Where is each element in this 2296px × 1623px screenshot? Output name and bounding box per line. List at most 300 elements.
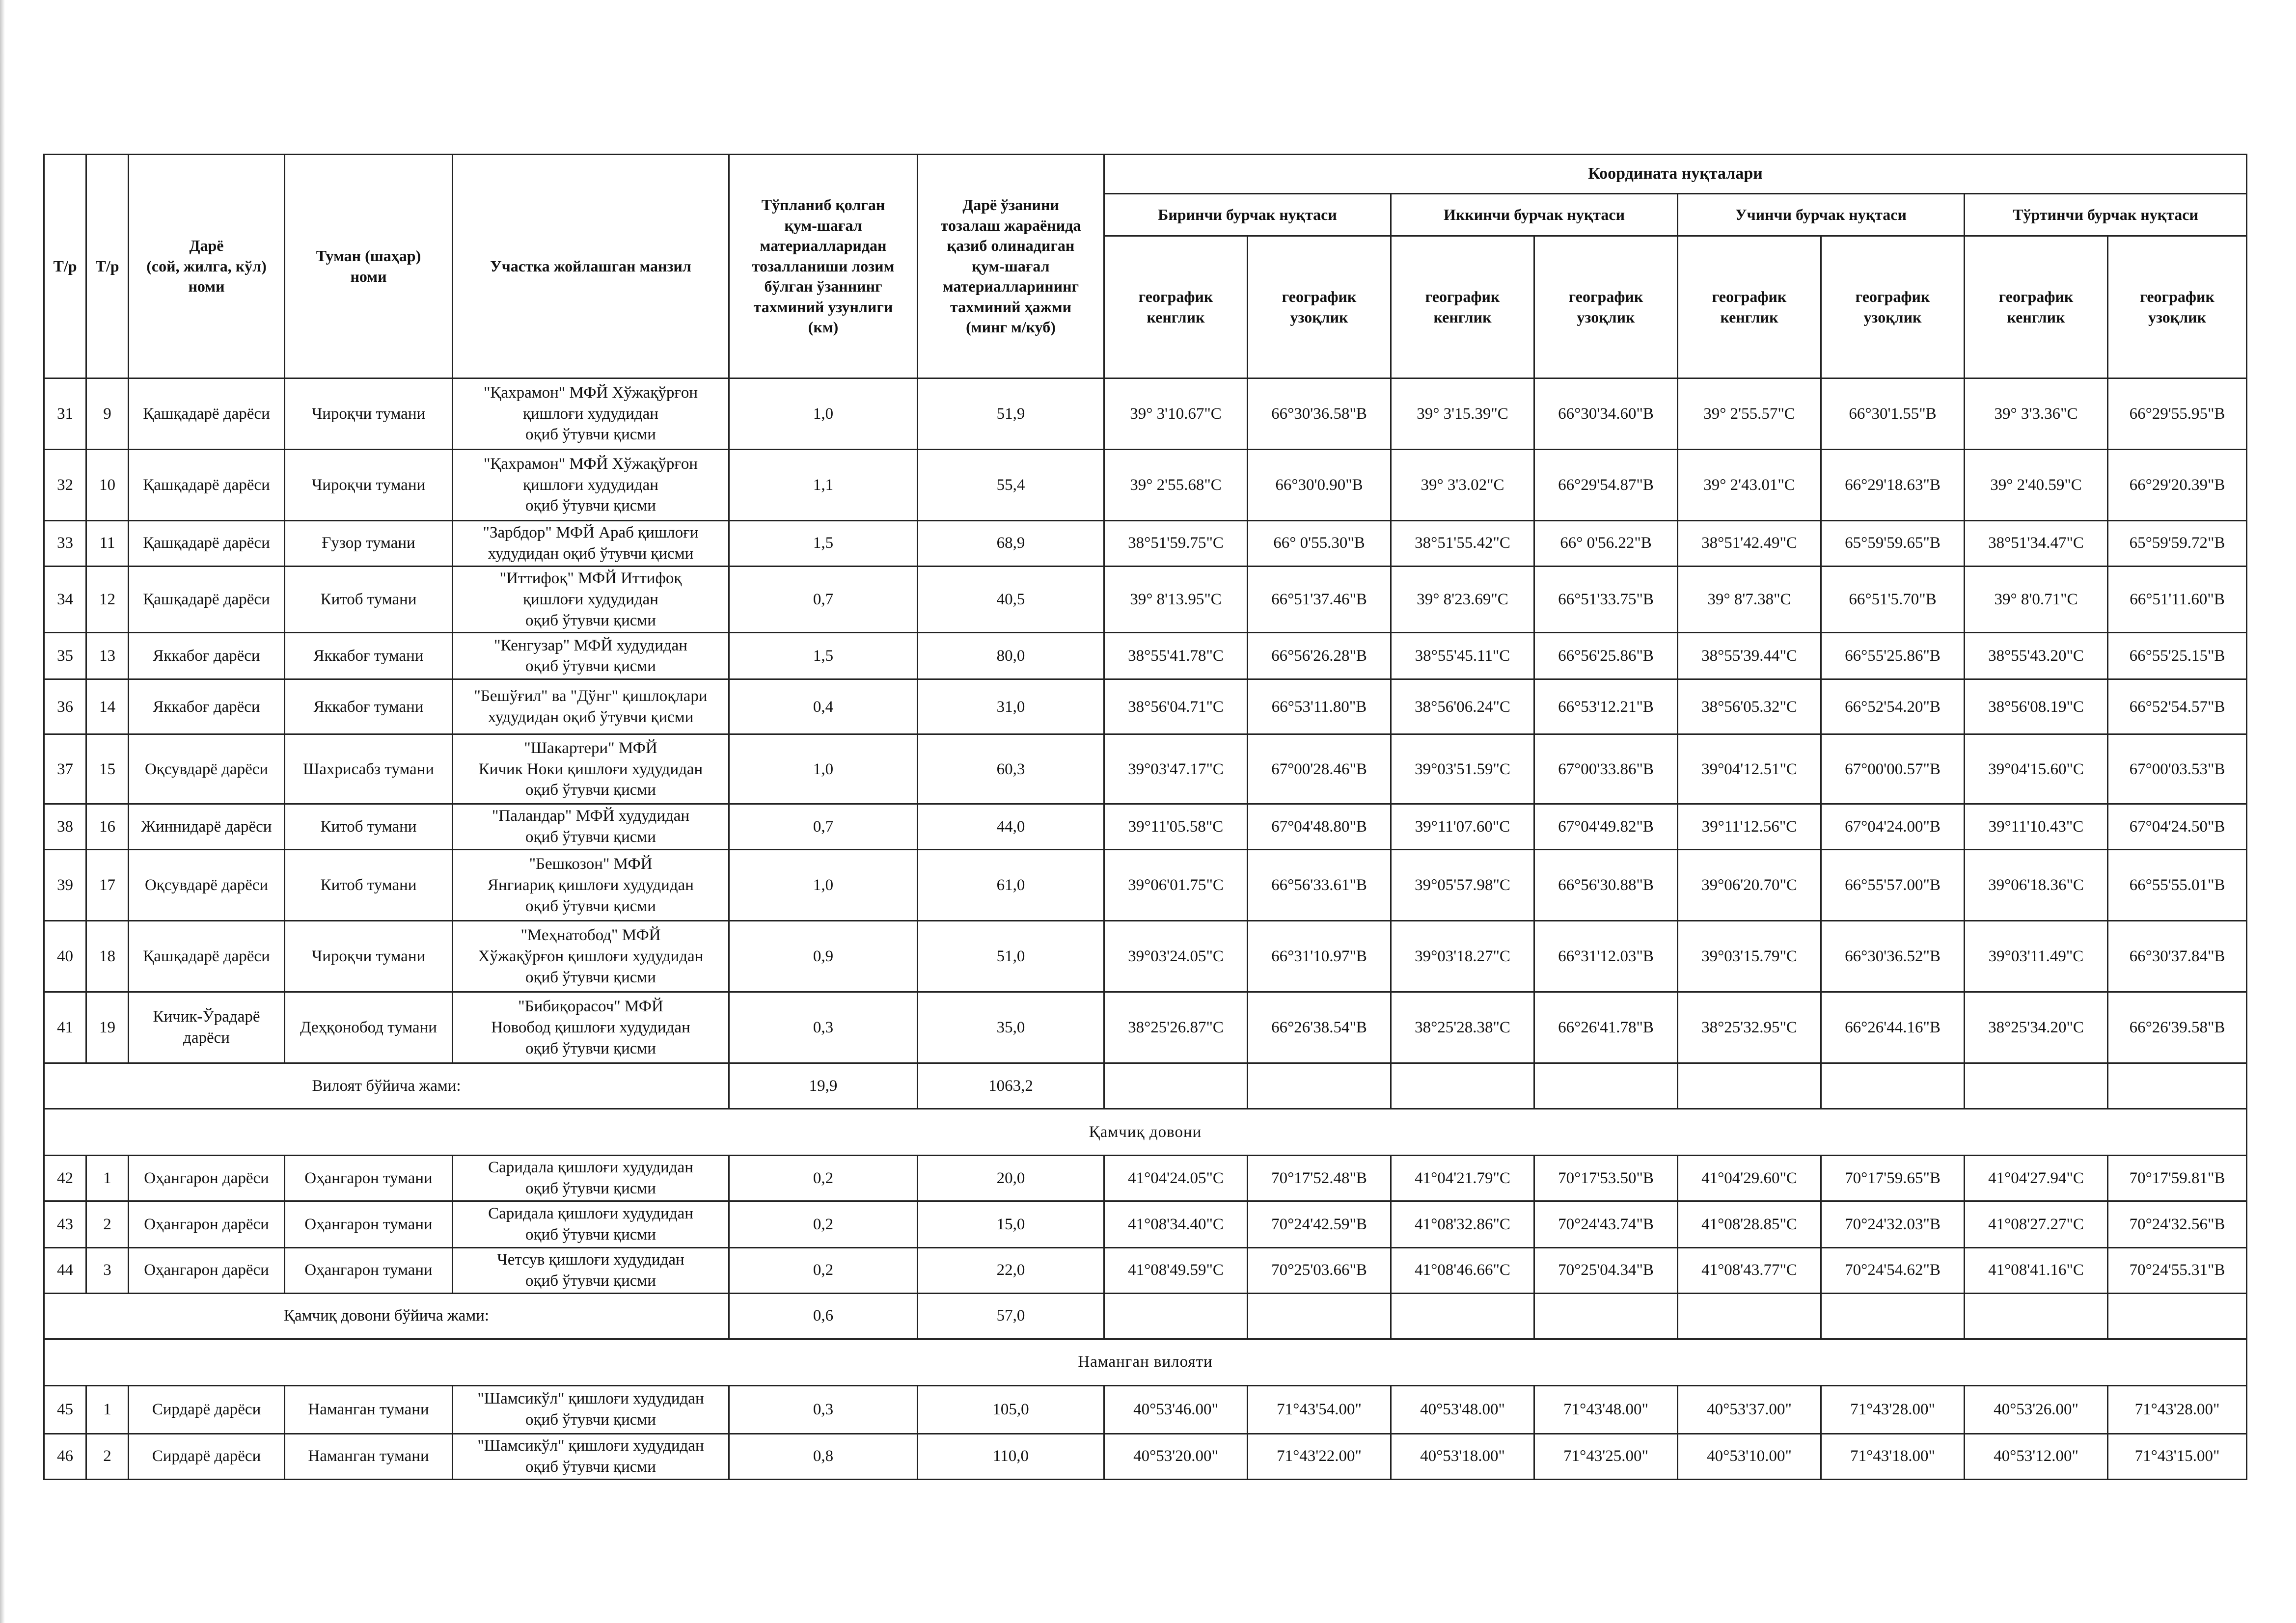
district-name: Китоб тумани xyxy=(285,566,453,633)
col-header-length: Тўпланиб қолган қум-шағал материалларидан тозалланиши лозим бўлган ўзаннинг тахминий узунлиги (км) xyxy=(729,155,918,379)
longitude-cell: 66°55'25.86"В xyxy=(1821,633,1965,679)
col-header-coordinates: Координата нуқталари xyxy=(1104,155,2247,194)
site-volume: 20,0 xyxy=(918,1156,1104,1201)
longitude-cell: 66°26'38.54"В xyxy=(1248,992,1391,1063)
subtotal-volume: 1063,2 xyxy=(918,1063,1104,1109)
latitude-cell: 39°03'51.59"С xyxy=(1391,734,1534,804)
row-index: 44 xyxy=(44,1248,86,1294)
col-header-address: Участка жойлашган манзил xyxy=(453,155,729,379)
river-name: Қашқадарё дарёси xyxy=(129,566,285,633)
latitude-cell: 41°08'49.59"С xyxy=(1104,1248,1248,1294)
district-name: Оҳангарон тумани xyxy=(285,1156,453,1201)
latitude-cell: 39°03'24.05"С xyxy=(1104,921,1248,992)
latitude-cell: 41°04'24.05"С xyxy=(1104,1156,1248,1201)
site-volume: 22,0 xyxy=(918,1248,1104,1294)
longitude-cell: 70°17'52.48"В xyxy=(1248,1156,1391,1201)
longitude-cell: 66°30'0.90"В xyxy=(1248,450,1391,521)
longitude-cell: 66°30'34.60"В xyxy=(1534,379,1678,450)
latitude-cell: 39°11'07.60"С xyxy=(1391,804,1534,850)
longitude-cell: 66°30'36.58"В xyxy=(1248,379,1391,450)
col-header-corner-1: Биринчи бурчак нуқтаси xyxy=(1104,194,1391,236)
longitude-cell: 66° 0'55.30"В xyxy=(1248,521,1391,567)
row-subindex: 12 xyxy=(86,566,129,633)
col-header-index: Т/р xyxy=(44,155,86,379)
latitude-cell: 39° 3'3.36"С xyxy=(1965,379,2108,450)
district-name: Китоб тумани xyxy=(285,804,453,850)
river-name: Оҳангарон дарёси xyxy=(129,1201,285,1248)
subtotal-length: 19,9 xyxy=(729,1063,918,1109)
table-row xyxy=(44,521,2247,567)
site-volume: 105,0 xyxy=(918,1385,1104,1434)
site-length: 1,1 xyxy=(729,450,918,521)
latitude-cell: 40°53'46.00" xyxy=(1104,1385,1248,1434)
site-address: Саридала қишлоғи худудидан оқиб ўтувчи қисми xyxy=(453,1156,729,1201)
empty-cell xyxy=(1821,1063,1965,1109)
longitude-cell: 66°56'25.86"В xyxy=(1534,633,1678,679)
empty-cell xyxy=(1104,1063,1248,1109)
latitude-cell: 38°51'55.42"С xyxy=(1391,521,1534,567)
row-index: 35 xyxy=(44,633,86,679)
site-volume: 55,4 xyxy=(918,450,1104,521)
latitude-cell: 38°55'41.78"С xyxy=(1104,633,1248,679)
site-address: Саридала қишлоғи худудидан оқиб ўтувчи қисми xyxy=(453,1201,729,1248)
table-row xyxy=(44,1385,2247,1434)
site-address: "Кенгузар" МФЙ худудидан оқиб ўтувчи қисми xyxy=(453,633,729,679)
table-body xyxy=(44,379,2247,1480)
latitude-cell: 39°04'12.51"С xyxy=(1678,734,1821,804)
latitude-cell: 39°11'12.56"С xyxy=(1678,804,1821,850)
site-volume: 15,0 xyxy=(918,1201,1104,1248)
col-header-longitude-1: географик узоқлик xyxy=(1248,236,1391,379)
district-name: Шахрисабз тумани xyxy=(285,734,453,804)
latitude-cell: 39° 3'10.67"С xyxy=(1104,379,1248,450)
site-volume: 31,0 xyxy=(918,679,1104,734)
section-title: Қамчиқ довони xyxy=(44,1109,2247,1156)
river-name: Яккабоғ дарёси xyxy=(129,633,285,679)
district-name: Ғузор тумани xyxy=(285,521,453,567)
empty-cell xyxy=(1534,1293,1678,1339)
site-length: 1,0 xyxy=(729,850,918,921)
longitude-cell: 65°59'59.72"В xyxy=(2108,521,2247,567)
empty-cell xyxy=(1391,1293,1534,1339)
latitude-cell: 41°08'34.40"С xyxy=(1104,1201,1248,1248)
table-row xyxy=(44,450,2247,521)
district-name: Наманган тумани xyxy=(285,1434,453,1479)
site-volume: 44,0 xyxy=(918,804,1104,850)
longitude-cell: 70°17'59.81"В xyxy=(2108,1156,2247,1201)
longitude-cell: 66°31'12.03"В xyxy=(1534,921,1678,992)
longitude-cell: 67°00'33.86"В xyxy=(1534,734,1678,804)
table-row xyxy=(44,1434,2247,1479)
subtotal-row xyxy=(44,1293,2247,1339)
latitude-cell: 40°53'48.00" xyxy=(1391,1385,1534,1434)
site-length: 0,7 xyxy=(729,804,918,850)
site-length: 1,5 xyxy=(729,521,918,567)
longitude-cell: 71°43'28.00" xyxy=(2108,1385,2247,1434)
latitude-cell: 39°03'47.17"С xyxy=(1104,734,1248,804)
table-row xyxy=(44,379,2247,450)
river-name: Оҳангарон дарёси xyxy=(129,1156,285,1201)
empty-cell xyxy=(1965,1063,2108,1109)
site-address: "Паландар" МФЙ худудидан оқиб ўтувчи қисми xyxy=(453,804,729,850)
longitude-cell: 66°51'33.75"В xyxy=(1534,566,1678,633)
table-row xyxy=(44,566,2247,633)
col-header-latitude-4: географик кенглик xyxy=(1965,236,2108,379)
empty-cell xyxy=(1248,1293,1391,1339)
latitude-cell: 38°51'42.49"С xyxy=(1678,521,1821,567)
col-header-latitude-1: географик кенглик xyxy=(1104,236,1248,379)
river-name: Қашқадарё дарёси xyxy=(129,379,285,450)
section-row xyxy=(44,1109,2247,1156)
latitude-cell: 41°08'46.66"С xyxy=(1391,1248,1534,1294)
col-header-corner-4: Тўртинчи бурчак нуқтаси xyxy=(1965,194,2247,236)
latitude-cell: 39°11'05.58"С xyxy=(1104,804,1248,850)
longitude-cell: 66°29'54.87"В xyxy=(1534,450,1678,521)
latitude-cell: 39° 3'3.02"С xyxy=(1391,450,1534,521)
longitude-cell: 67°04'24.50"В xyxy=(2108,804,2247,850)
longitude-cell: 70°25'04.34"В xyxy=(1534,1248,1678,1294)
site-length: 0,9 xyxy=(729,921,918,992)
empty-cell xyxy=(1104,1293,1248,1339)
site-length: 0,2 xyxy=(729,1248,918,1294)
site-volume: 51,0 xyxy=(918,921,1104,992)
row-subindex: 18 xyxy=(86,921,129,992)
river-name: Сирдарё дарёси xyxy=(129,1434,285,1479)
longitude-cell: 67°00'00.57"В xyxy=(1821,734,1965,804)
longitude-cell: 66°53'11.80"В xyxy=(1248,679,1391,734)
longitude-cell: 66°26'44.16"В xyxy=(1821,992,1965,1063)
latitude-cell: 40°53'10.00" xyxy=(1678,1434,1821,1479)
longitude-cell: 71°43'18.00" xyxy=(1821,1434,1965,1479)
latitude-cell: 40°53'12.00" xyxy=(1965,1434,2108,1479)
latitude-cell: 39° 2'40.59"С xyxy=(1965,450,2108,521)
longitude-cell: 67°04'49.82"В xyxy=(1534,804,1678,850)
col-header-longitude-4: географик узоқлик xyxy=(2108,236,2247,379)
river-name: Оқсувдарё дарёси xyxy=(129,734,285,804)
longitude-cell: 71°43'25.00" xyxy=(1534,1434,1678,1479)
longitude-cell: 66°31'10.97"В xyxy=(1248,921,1391,992)
latitude-cell: 39° 8'7.38"С xyxy=(1678,566,1821,633)
latitude-cell: 41°04'21.79"С xyxy=(1391,1156,1534,1201)
col-header-corner-2: Иккинчи бурчак нуқтаси xyxy=(1391,194,1678,236)
longitude-cell: 66°30'36.52"В xyxy=(1821,921,1965,992)
row-subindex: 11 xyxy=(86,521,129,567)
longitude-cell: 66° 0'56.22"В xyxy=(1534,521,1678,567)
site-length: 0,2 xyxy=(729,1201,918,1248)
district-name: Чироқчи тумани xyxy=(285,921,453,992)
river-name: Қашқадарё дарёси xyxy=(129,921,285,992)
latitude-cell: 39°06'18.36"С xyxy=(1965,850,2108,921)
row-index: 37 xyxy=(44,734,86,804)
longitude-cell: 70°24'32.56"В xyxy=(2108,1201,2247,1248)
row-index: 40 xyxy=(44,921,86,992)
row-subindex: 14 xyxy=(86,679,129,734)
river-name: Яккабоғ дарёси xyxy=(129,679,285,734)
site-volume: 51,9 xyxy=(918,379,1104,450)
latitude-cell: 39° 8'23.69"С xyxy=(1391,566,1534,633)
col-header-river: Дарё (сой, жилга, кўл) номи xyxy=(129,155,285,379)
longitude-cell: 70°24'55.31"В xyxy=(2108,1248,2247,1294)
col-header-longitude-3: географик узоқлик xyxy=(1821,236,1965,379)
longitude-cell: 67°00'28.46"В xyxy=(1248,734,1391,804)
river-name: Оқсувдарё дарёси xyxy=(129,850,285,921)
latitude-cell: 39° 2'55.57"С xyxy=(1678,379,1821,450)
row-subindex: 15 xyxy=(86,734,129,804)
site-address: "Қахрамон" МФЙ Хўжақўрғон қишлоғи худудидан оқиб ўтувчи қисми xyxy=(453,450,729,521)
latitude-cell: 38°56'06.24"С xyxy=(1391,679,1534,734)
empty-cell xyxy=(1678,1063,1821,1109)
row-subindex: 16 xyxy=(86,804,129,850)
table-row xyxy=(44,850,2247,921)
row-index: 36 xyxy=(44,679,86,734)
site-address: "Бибиқорасоч" МФЙ Новобод қишлоғи худудидан оқиб ўтувчи қисми xyxy=(453,992,729,1063)
latitude-cell: 38°25'32.95"С xyxy=(1678,992,1821,1063)
site-length: 0,7 xyxy=(729,566,918,633)
latitude-cell: 39°03'11.49"С xyxy=(1965,921,2108,992)
latitude-cell: 38°55'39.44"С xyxy=(1678,633,1821,679)
latitude-cell: 39° 2'55.68"С xyxy=(1104,450,1248,521)
row-subindex: 2 xyxy=(86,1434,129,1479)
table-row xyxy=(44,1156,2247,1201)
latitude-cell: 41°08'28.85"С xyxy=(1678,1201,1821,1248)
col-header-district: Туман (шаҳар) номи xyxy=(285,155,453,379)
site-address: "Шакартери" МФЙ Кичик Ноки қишлоғи худудидан оқиб ўтувчи қисми xyxy=(453,734,729,804)
latitude-cell: 39°11'10.43"С xyxy=(1965,804,2108,850)
site-length: 0,3 xyxy=(729,1385,918,1434)
subtotal-volume: 57,0 xyxy=(918,1293,1104,1339)
latitude-cell: 39°03'18.27"С xyxy=(1391,921,1534,992)
longitude-cell: 66°29'20.39"В xyxy=(2108,450,2247,521)
row-index: 45 xyxy=(44,1385,86,1434)
longitude-cell: 66°55'57.00"В xyxy=(1821,850,1965,921)
district-name: Деҳқонобод тумани xyxy=(285,992,453,1063)
site-volume: 61,0 xyxy=(918,850,1104,921)
longitude-cell: 66°55'25.15"В xyxy=(2108,633,2247,679)
row-subindex: 1 xyxy=(86,1385,129,1434)
row-subindex: 3 xyxy=(86,1248,129,1294)
longitude-cell: 67°04'48.80"В xyxy=(1248,804,1391,850)
latitude-cell: 38°25'28.38"С xyxy=(1391,992,1534,1063)
latitude-cell: 38°56'08.19"С xyxy=(1965,679,2108,734)
district-name: Китоб тумани xyxy=(285,850,453,921)
river-name: Қашқадарё дарёси xyxy=(129,521,285,567)
row-index: 41 xyxy=(44,992,86,1063)
empty-cell xyxy=(1391,1063,1534,1109)
site-length: 0,8 xyxy=(729,1434,918,1479)
subtotal-row xyxy=(44,1063,2247,1109)
empty-cell xyxy=(1248,1063,1391,1109)
latitude-cell: 39°03'15.79"С xyxy=(1678,921,1821,992)
longitude-cell: 66°56'30.88"В xyxy=(1534,850,1678,921)
site-length: 1,0 xyxy=(729,734,918,804)
row-index: 38 xyxy=(44,804,86,850)
longitude-cell: 71°43'15.00" xyxy=(2108,1434,2247,1479)
longitude-cell: 67°00'03.53"В xyxy=(2108,734,2247,804)
latitude-cell: 38°55'45.11"С xyxy=(1391,633,1534,679)
empty-cell xyxy=(1821,1293,1965,1339)
col-header-subindex: Т/р xyxy=(86,155,129,379)
site-volume: 60,3 xyxy=(918,734,1104,804)
site-volume: 80,0 xyxy=(918,633,1104,679)
row-index: 33 xyxy=(44,521,86,567)
row-index: 32 xyxy=(44,450,86,521)
latitude-cell: 40°53'20.00" xyxy=(1104,1434,1248,1479)
district-name: Чироқчи тумани xyxy=(285,450,453,521)
longitude-cell: 67°04'24.00"В xyxy=(1821,804,1965,850)
longitude-cell: 66°56'33.61"В xyxy=(1248,850,1391,921)
site-address: "Меҳнатобод" МФЙ Хўжақўрғон қишлоғи худудидан оқиб ўтувчи қисми xyxy=(453,921,729,992)
empty-cell xyxy=(1678,1293,1821,1339)
latitude-cell: 38°56'05.32"С xyxy=(1678,679,1821,734)
river-name: Қашқадарё дарёси xyxy=(129,450,285,521)
row-index: 39 xyxy=(44,850,86,921)
site-volume: 68,9 xyxy=(918,521,1104,567)
site-length: 1,5 xyxy=(729,633,918,679)
site-length: 0,3 xyxy=(729,992,918,1063)
col-header-volume: Дарё ўзанини тозалаш жараёнида қазиб олинадиган қум-шағал материалларининг тахминий ҳажми (минг м/куб) xyxy=(918,155,1104,379)
latitude-cell: 39°05'57.98"С xyxy=(1391,850,1534,921)
row-subindex: 10 xyxy=(86,450,129,521)
site-address: "Бешўғил" ва "Дўнг" қишлоқлари худудидан оқиб ўтувчи қисми xyxy=(453,679,729,734)
district-name: Оҳангарон тумани xyxy=(285,1201,453,1248)
longitude-cell: 71°43'28.00" xyxy=(1821,1385,1965,1434)
site-address: Четсув қишлоғи худудидан оқиб ўтувчи қисми xyxy=(453,1248,729,1294)
latitude-cell: 39°04'15.60"С xyxy=(1965,734,2108,804)
longitude-cell: 66°56'26.28"В xyxy=(1248,633,1391,679)
longitude-cell: 66°29'18.63"В xyxy=(1821,450,1965,521)
latitude-cell: 39° 2'43.01"С xyxy=(1678,450,1821,521)
latitude-cell: 41°08'27.27"С xyxy=(1965,1201,2108,1248)
latitude-cell: 38°25'26.87"С xyxy=(1104,992,1248,1063)
longitude-cell: 66°26'39.58"В xyxy=(2108,992,2247,1063)
col-header-latitude-2: географик кенглик xyxy=(1391,236,1534,379)
longitude-cell: 66°52'54.20"В xyxy=(1821,679,1965,734)
empty-cell xyxy=(1534,1063,1678,1109)
latitude-cell: 39°06'01.75"С xyxy=(1104,850,1248,921)
subtotal-length: 0,6 xyxy=(729,1293,918,1339)
latitude-cell: 41°08'43.77"С xyxy=(1678,1248,1821,1294)
longitude-cell: 70°17'53.50"В xyxy=(1534,1156,1678,1201)
row-index: 31 xyxy=(44,379,86,450)
row-index: 43 xyxy=(44,1201,86,1248)
row-index: 34 xyxy=(44,566,86,633)
river-name: Кичик-Ўрадарё дарёси xyxy=(129,992,285,1063)
col-header-corner-3: Учинчи бурчак нуқтаси xyxy=(1678,194,1965,236)
site-length: 0,2 xyxy=(729,1156,918,1201)
site-address: "Шамсикўл" қишлоғи худудидан оқиб ўтувчи қисми xyxy=(453,1385,729,1434)
latitude-cell: 38°51'59.75"С xyxy=(1104,521,1248,567)
district-name: Оҳангарон тумани xyxy=(285,1248,453,1294)
latitude-cell: 39°06'20.70"С xyxy=(1678,850,1821,921)
river-name: Сирдарё дарёси xyxy=(129,1385,285,1434)
section-title: Наманган вилояти xyxy=(44,1339,2247,1385)
longitude-cell: 66°53'12.21"В xyxy=(1534,679,1678,734)
longitude-cell: 66°29'55.95"В xyxy=(2108,379,2247,450)
table-row xyxy=(44,1248,2247,1294)
latitude-cell: 41°08'32.86"С xyxy=(1391,1201,1534,1248)
longitude-cell: 70°17'59.65"В xyxy=(1821,1156,1965,1201)
site-volume: 40,5 xyxy=(918,566,1104,633)
row-subindex: 17 xyxy=(86,850,129,921)
longitude-cell: 66°51'5.70"В xyxy=(1821,566,1965,633)
longitude-cell: 66°55'55.01"В xyxy=(2108,850,2247,921)
district-name: Яккабоғ тумани xyxy=(285,633,453,679)
latitude-cell: 39° 8'0.71"С xyxy=(1965,566,2108,633)
latitude-cell: 41°04'27.94"С xyxy=(1965,1156,2108,1201)
table-row xyxy=(44,734,2247,804)
table-row xyxy=(44,992,2247,1063)
row-subindex: 9 xyxy=(86,379,129,450)
table-row xyxy=(44,921,2247,992)
site-address: "Шамсикўл" қишлоғи худудидан оқиб ўтувчи қисми xyxy=(453,1434,729,1479)
longitude-cell: 70°24'43.74"В xyxy=(1534,1201,1678,1248)
site-length: 1,0 xyxy=(729,379,918,450)
latitude-cell: 40°53'26.00" xyxy=(1965,1385,2108,1434)
col-header-latitude-3: географик кенглик xyxy=(1678,236,1821,379)
longitude-cell: 70°25'03.66"В xyxy=(1248,1248,1391,1294)
site-volume: 35,0 xyxy=(918,992,1104,1063)
table-row xyxy=(44,633,2247,679)
subtotal-label: Вилоят бўйича жами: xyxy=(44,1063,729,1109)
longitude-cell: 66°52'54.57"В xyxy=(2108,679,2247,734)
table-row xyxy=(44,804,2247,850)
site-address: "Иттифоқ" МФЙ Иттифоқ қишлоғи худудидан оқиб ўтувчи қисми xyxy=(453,566,729,633)
longitude-cell: 66°30'37.84"В xyxy=(2108,921,2247,992)
row-subindex: 1 xyxy=(86,1156,129,1201)
row-subindex: 13 xyxy=(86,633,129,679)
site-address: "Зарбдор" МФЙ Араб қишлоғи худудидан оқиб ўтувчи қисми xyxy=(453,521,729,567)
latitude-cell: 38°25'34.20"С xyxy=(1965,992,2108,1063)
site-address: "Қахрамон" МФЙ Хўжақўрғон қишлоғи худудидан оқиб ўтувчи қисми xyxy=(453,379,729,450)
longitude-cell: 71°43'48.00" xyxy=(1534,1385,1678,1434)
river-name: Жиннидарё дарёси xyxy=(129,804,285,850)
table-row xyxy=(44,1201,2247,1248)
latitude-cell: 41°04'29.60"С xyxy=(1678,1156,1821,1201)
longitude-cell: 71°43'54.00" xyxy=(1248,1385,1391,1434)
latitude-cell: 38°56'04.71"С xyxy=(1104,679,1248,734)
longitude-cell: 66°51'11.60"В xyxy=(2108,566,2247,633)
table-row xyxy=(44,679,2247,734)
latitude-cell: 39° 8'13.95"С xyxy=(1104,566,1248,633)
latitude-cell: 39° 3'15.39"С xyxy=(1391,379,1534,450)
river-name: Оҳангарон дарёси xyxy=(129,1248,285,1294)
longitude-cell: 70°24'54.62"В xyxy=(1821,1248,1965,1294)
longitude-cell: 66°30'1.55"В xyxy=(1821,379,1965,450)
empty-cell xyxy=(1965,1293,2108,1339)
sites-table xyxy=(43,154,2247,1480)
latitude-cell: 41°08'41.16"С xyxy=(1965,1248,2108,1294)
site-address: "Бешкозон" МФЙ Янгиариқ қишлоғи худудидан оқиб ўтувчи қисми xyxy=(453,850,729,921)
longitude-cell: 65°59'59.65"В xyxy=(1821,521,1965,567)
scan-edge xyxy=(0,0,5,1623)
longitude-cell: 71°43'22.00" xyxy=(1248,1434,1391,1479)
site-length: 0,4 xyxy=(729,679,918,734)
longitude-cell: 66°51'37.46"В xyxy=(1248,566,1391,633)
longitude-cell: 70°24'42.59"В xyxy=(1248,1201,1391,1248)
row-subindex: 19 xyxy=(86,992,129,1063)
row-index: 46 xyxy=(44,1434,86,1479)
longitude-cell: 70°24'32.03"В xyxy=(1821,1201,1965,1248)
site-volume: 110,0 xyxy=(918,1434,1104,1479)
table-header xyxy=(44,155,2247,379)
district-name: Яккабоғ тумани xyxy=(285,679,453,734)
section-row xyxy=(44,1339,2247,1385)
latitude-cell: 38°51'34.47"С xyxy=(1965,521,2108,567)
row-subindex: 2 xyxy=(86,1201,129,1248)
district-name: Чироқчи тумани xyxy=(285,379,453,450)
latitude-cell: 38°55'43.20"С xyxy=(1965,633,2108,679)
col-header-longitude-2: географик узоқлик xyxy=(1534,236,1678,379)
